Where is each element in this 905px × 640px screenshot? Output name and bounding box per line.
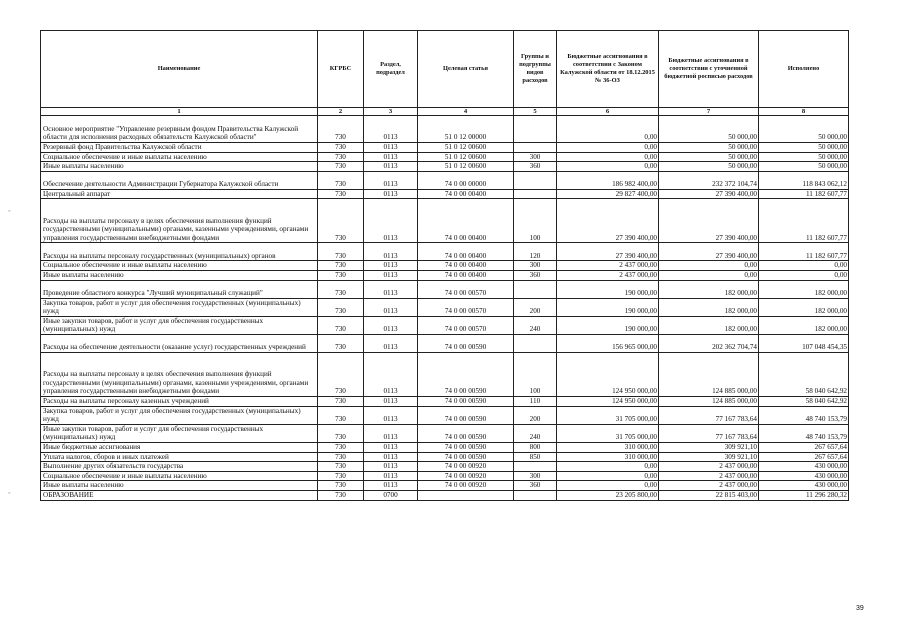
row-group: 100: [514, 352, 557, 396]
row-name: Уплата налогов, сборов и иных платежей: [41, 452, 318, 462]
row-name: ОБРАЗОВАНИЕ: [41, 490, 318, 500]
table-row: [41, 462, 849, 472]
column-number: 5: [514, 108, 557, 116]
row-executed: 50 000,00: [759, 116, 849, 143]
row-article: 51 0 12 00600: [418, 162, 514, 172]
row-article: [418, 490, 514, 500]
row-kgrbs: 730: [318, 396, 364, 406]
header-name: Наименование: [41, 31, 318, 108]
row-article: 74 0 00 00570: [418, 298, 514, 316]
row-executed: 430 000,00: [759, 471, 849, 481]
row-kgrbs: 730: [318, 490, 364, 500]
row-name: Иные закупки товаров, работ и услуг для обеспечения государственных (муниципальных) нужд: [41, 424, 318, 442]
row-law-budget: 190 000,00: [557, 280, 659, 298]
row-group: 300: [514, 471, 557, 481]
row-law-budget: 0,00: [557, 481, 659, 491]
row-section: 0113: [364, 298, 418, 316]
row-group: 120: [514, 243, 557, 261]
row-name: Расходы на выплаты персоналу казенных учреждений: [41, 396, 318, 406]
table-row: [41, 490, 849, 500]
row-article: 74 0 00 00400: [418, 270, 514, 280]
row-executed: 430 000,00: [759, 481, 849, 491]
row-section: 0113: [364, 442, 418, 452]
row-section: 0113: [364, 406, 418, 424]
row-law-budget: 27 390 400,00: [557, 199, 659, 243]
row-article: 74 0 00 00590: [418, 442, 514, 452]
row-executed: 11 182 607,77: [759, 189, 849, 199]
row-law-budget: 0,00: [557, 116, 659, 143]
table-row: [41, 352, 849, 396]
row-article: 74 0 00 00590: [418, 352, 514, 396]
row-refined-budget: 309 921,10: [659, 452, 759, 462]
row-article: 74 0 00 00590: [418, 452, 514, 462]
row-refined-budget: 77 167 783,64: [659, 424, 759, 442]
row-kgrbs: 730: [318, 462, 364, 472]
header-executed: Исполнено: [759, 31, 849, 108]
scan-mark: ◦: [8, 208, 11, 215]
row-name: Расходы на обеспечение деятельности (оказание услуг) государственных учреждений: [41, 334, 318, 352]
row-executed: 267 657,64: [759, 442, 849, 452]
row-article: 74 0 00 00920: [418, 481, 514, 491]
row-article: 74 0 00 00570: [418, 316, 514, 334]
row-law-budget: 2 437 000,00: [557, 261, 659, 271]
row-refined-budget: 202 362 704,74: [659, 334, 759, 352]
row-section: 0113: [364, 199, 418, 243]
row-refined-budget: 50 000,00: [659, 152, 759, 162]
row-name: Иные выплаты населению: [41, 270, 318, 280]
row-law-budget: 23 205 800,00: [557, 490, 659, 500]
row-refined-budget: 182 000,00: [659, 316, 759, 334]
table-row: [41, 280, 849, 298]
table-row: [41, 243, 849, 261]
row-executed: 50 000,00: [759, 143, 849, 153]
column-number: 2: [318, 108, 364, 116]
row-executed: 50 000,00: [759, 152, 849, 162]
row-name: Основное мероприятие "Управление резервным фондом Правительства Калужской области для исполнения расходных обязательств Калужской области": [41, 116, 318, 143]
row-refined-budget: 50 000,00: [659, 116, 759, 143]
row-law-budget: 31 705 000,00: [557, 424, 659, 442]
header-row: [41, 31, 849, 108]
row-group: 360: [514, 481, 557, 491]
row-name: Выполнение других обязательств государства: [41, 462, 318, 472]
row-executed: 11 296 280,32: [759, 490, 849, 500]
table-row: [41, 471, 849, 481]
row-section: 0113: [364, 152, 418, 162]
row-refined-budget: 27 390 400,00: [659, 199, 759, 243]
row-refined-budget: 0,00: [659, 261, 759, 271]
row-kgrbs: 730: [318, 481, 364, 491]
column-number: 1: [41, 108, 318, 116]
row-refined-budget: 2 437 000,00: [659, 481, 759, 491]
row-kgrbs: 730: [318, 352, 364, 396]
row-law-budget: 156 965 000,00: [557, 334, 659, 352]
row-group: [514, 490, 557, 500]
row-group: [514, 143, 557, 153]
header-law-budget: Бюджетные ассигнования в соответствии с Законом Калужской области от 18.12.2015 № 36-ОЗ: [557, 31, 659, 108]
column-number: 7: [659, 108, 759, 116]
row-law-budget: 27 390 400,00: [557, 243, 659, 261]
row-kgrbs: 730: [318, 471, 364, 481]
column-number: 8: [759, 108, 849, 116]
row-article: 74 0 00 00590: [418, 396, 514, 406]
row-law-budget: 190 000,00: [557, 298, 659, 316]
row-section: 0113: [364, 143, 418, 153]
table-row: [41, 189, 849, 199]
row-kgrbs: 730: [318, 162, 364, 172]
row-executed: 118 843 062,12: [759, 171, 849, 189]
row-kgrbs: 730: [318, 189, 364, 199]
table-row: [41, 116, 849, 143]
column-number-row: [41, 108, 849, 116]
header-refined-budget: Бюджетные ассигнования в соответствии с уточненной бюджетной росписью расходов: [659, 31, 759, 108]
row-section: 0700: [364, 490, 418, 500]
row-section: 0113: [364, 189, 418, 199]
row-law-budget: 124 950 000,00: [557, 352, 659, 396]
row-section: 0113: [364, 243, 418, 261]
column-number: 6: [557, 108, 659, 116]
table-row: [41, 298, 849, 316]
row-kgrbs: 730: [318, 316, 364, 334]
row-group: 360: [514, 270, 557, 280]
row-section: 0113: [364, 471, 418, 481]
row-law-budget: 29 827 400,00: [557, 189, 659, 199]
row-name: Иные выплаты населению: [41, 481, 318, 491]
table-row: [41, 316, 849, 334]
row-law-budget: 190 000,00: [557, 316, 659, 334]
row-law-budget: 310 000,00: [557, 452, 659, 462]
row-kgrbs: 730: [318, 424, 364, 442]
row-section: 0113: [364, 162, 418, 172]
row-law-budget: 31 705 000,00: [557, 406, 659, 424]
row-group: 200: [514, 298, 557, 316]
row-article: 74 0 00 00920: [418, 471, 514, 481]
header-group: Группы и подгруппы видов расходов: [514, 31, 557, 108]
row-article: 74 0 00 00570: [418, 280, 514, 298]
row-refined-budget: 22 815 403,00: [659, 490, 759, 500]
row-executed: 182 000,00: [759, 316, 849, 334]
row-executed: 50 000,00: [759, 162, 849, 172]
row-executed: 11 182 607,77: [759, 243, 849, 261]
table-row: [41, 143, 849, 153]
table-row: [41, 424, 849, 442]
row-law-budget: 2 437 000,00: [557, 270, 659, 280]
row-refined-budget: 2 437 000,00: [659, 471, 759, 481]
row-executed: 0,00: [759, 261, 849, 271]
row-name: Резервный фонд Правительства Калужской области: [41, 143, 318, 153]
row-section: 0113: [364, 424, 418, 442]
row-law-budget: 310 000,00: [557, 442, 659, 452]
row-refined-budget: 182 000,00: [659, 280, 759, 298]
row-refined-budget: 0,00: [659, 270, 759, 280]
table-row: [41, 452, 849, 462]
row-refined-budget: 124 885 000,00: [659, 352, 759, 396]
header-article: Целевая статья: [418, 31, 514, 108]
row-kgrbs: 730: [318, 442, 364, 452]
row-article: 74 0 00 00400: [418, 189, 514, 199]
row-refined-budget: 232 372 104,74: [659, 171, 759, 189]
row-article: 74 0 00 00590: [418, 406, 514, 424]
row-section: 0113: [364, 116, 418, 143]
row-law-budget: 0,00: [557, 162, 659, 172]
table-row: [41, 270, 849, 280]
row-group: 240: [514, 424, 557, 442]
row-name: Иные бюджетные ассигнования: [41, 442, 318, 452]
column-number: 4: [418, 108, 514, 116]
row-kgrbs: 730: [318, 116, 364, 143]
row-name: Закупка товаров, работ и услуг для обеспечения государственных (муниципальных) нужд: [41, 406, 318, 424]
row-group: 300: [514, 152, 557, 162]
table-body: [41, 116, 849, 501]
row-article: 74 0 00 00400: [418, 243, 514, 261]
row-article: 74 0 00 00590: [418, 334, 514, 352]
row-name: Расходы на выплаты персоналу в целях обеспечения выполнения функций государственными (муниципальными) органами, казенными учреждениями, органами управления государственными внебюджетными фондами: [41, 199, 318, 243]
row-name: Закупка товаров, работ и услуг для обеспечения государственных (муниципальных) нужд: [41, 298, 318, 316]
header-kgrbs: КГРБС: [318, 31, 364, 108]
row-group: 100: [514, 199, 557, 243]
row-group: [514, 462, 557, 472]
row-executed: 0,00: [759, 270, 849, 280]
row-refined-budget: 50 000,00: [659, 162, 759, 172]
row-law-budget: 124 950 000,00: [557, 396, 659, 406]
table-row: [41, 199, 849, 243]
row-article: 51 0 12 00000: [418, 116, 514, 143]
row-section: 0113: [364, 462, 418, 472]
row-name: Расходы на выплаты персоналу государственных (муниципальных) органов: [41, 243, 318, 261]
row-group: 240: [514, 316, 557, 334]
row-refined-budget: 27 390 400,00: [659, 189, 759, 199]
table-row: [41, 396, 849, 406]
row-article: 74 0 00 00400: [418, 199, 514, 243]
row-article: 74 0 00 00000: [418, 171, 514, 189]
row-group: 850: [514, 452, 557, 462]
row-section: 0113: [364, 396, 418, 406]
row-refined-budget: 50 000,00: [659, 143, 759, 153]
row-group: [514, 189, 557, 199]
row-kgrbs: 730: [318, 171, 364, 189]
row-group: [514, 280, 557, 298]
row-refined-budget: 309 921,10: [659, 442, 759, 452]
row-kgrbs: 730: [318, 406, 364, 424]
row-kgrbs: 730: [318, 334, 364, 352]
table-row: [41, 406, 849, 424]
row-executed: 58 040 642,92: [759, 352, 849, 396]
row-article: 74 0 00 00590: [418, 424, 514, 442]
row-article: 51 0 12 00600: [418, 152, 514, 162]
row-kgrbs: 730: [318, 261, 364, 271]
row-executed: 182 000,00: [759, 280, 849, 298]
row-law-budget: 186 982 400,00: [557, 171, 659, 189]
row-executed: 107 048 454,35: [759, 334, 849, 352]
table-row: [41, 481, 849, 491]
row-kgrbs: 730: [318, 243, 364, 261]
row-name: Иные выплаты населению: [41, 162, 318, 172]
row-group: 360: [514, 162, 557, 172]
table-row: [41, 152, 849, 162]
row-group: [514, 334, 557, 352]
row-refined-budget: 2 437 000,00: [659, 462, 759, 472]
row-group: 200: [514, 406, 557, 424]
row-kgrbs: 730: [318, 199, 364, 243]
row-name: Центральный аппарат: [41, 189, 318, 199]
row-group: [514, 171, 557, 189]
row-group: 300: [514, 261, 557, 271]
row-section: 0113: [364, 270, 418, 280]
row-executed: 182 000,00: [759, 298, 849, 316]
row-kgrbs: 730: [318, 152, 364, 162]
scan-mark: ◦: [8, 490, 11, 497]
table-row: [41, 171, 849, 189]
row-article: 74 0 00 00400: [418, 261, 514, 271]
row-name: Проведение областного конкурса "Лучший муниципальный служащий": [41, 280, 318, 298]
row-law-budget: 0,00: [557, 152, 659, 162]
row-kgrbs: 730: [318, 280, 364, 298]
row-refined-budget: 27 390 400,00: [659, 243, 759, 261]
row-section: 0113: [364, 171, 418, 189]
row-name: Социальное обеспечение и иные выплаты населению: [41, 471, 318, 481]
row-section: 0113: [364, 316, 418, 334]
table-row: [41, 334, 849, 352]
row-law-budget: 0,00: [557, 143, 659, 153]
row-group: [514, 116, 557, 143]
row-section: 0113: [364, 334, 418, 352]
row-name: Иные закупки товаров, работ и услуг для обеспечения государственных (муниципальных) нужд: [41, 316, 318, 334]
row-group: 800: [514, 442, 557, 452]
row-group: 110: [514, 396, 557, 406]
row-section: 0113: [364, 280, 418, 298]
row-executed: 58 040 642,92: [759, 396, 849, 406]
row-kgrbs: 730: [318, 143, 364, 153]
row-article: 74 0 00 00920: [418, 462, 514, 472]
row-executed: 267 657,64: [759, 452, 849, 462]
page-number: 39: [856, 605, 864, 612]
header-section: Раздел, подраздел: [364, 31, 418, 108]
row-section: 0113: [364, 452, 418, 462]
table-row: [41, 442, 849, 452]
column-number: 3: [364, 108, 418, 116]
row-law-budget: 0,00: [557, 471, 659, 481]
row-name: Обеспечение деятельности Администрации Губернатора Калужской области: [41, 171, 318, 189]
budget-document: [40, 30, 848, 501]
row-article: 51 0 12 00600: [418, 143, 514, 153]
row-refined-budget: 182 000,00: [659, 298, 759, 316]
budget-table: [40, 30, 849, 501]
row-section: 0113: [364, 261, 418, 271]
row-name: Социальное обеспечение и иные выплаты населению: [41, 152, 318, 162]
row-executed: 48 740 153,79: [759, 424, 849, 442]
row-kgrbs: 730: [318, 452, 364, 462]
row-executed: 430 000,00: [759, 462, 849, 472]
row-section: 0113: [364, 481, 418, 491]
row-name: Социальное обеспечение и иные выплаты населению: [41, 261, 318, 271]
row-executed: 11 182 607,77: [759, 199, 849, 243]
row-refined-budget: 124 885 000,00: [659, 396, 759, 406]
row-kgrbs: 730: [318, 298, 364, 316]
table-row: [41, 261, 849, 271]
row-section: 0113: [364, 352, 418, 396]
row-refined-budget: 77 167 783,64: [659, 406, 759, 424]
row-name: Расходы на выплаты персоналу в целях обеспечения выполнения функций государственными (муниципальными) органами, казенными учреждениями, органами управления государственными внебюджетными фондами: [41, 352, 318, 396]
row-law-budget: 0,00: [557, 462, 659, 472]
row-executed: 48 740 153,79: [759, 406, 849, 424]
row-kgrbs: 730: [318, 270, 364, 280]
table-row: [41, 162, 849, 172]
